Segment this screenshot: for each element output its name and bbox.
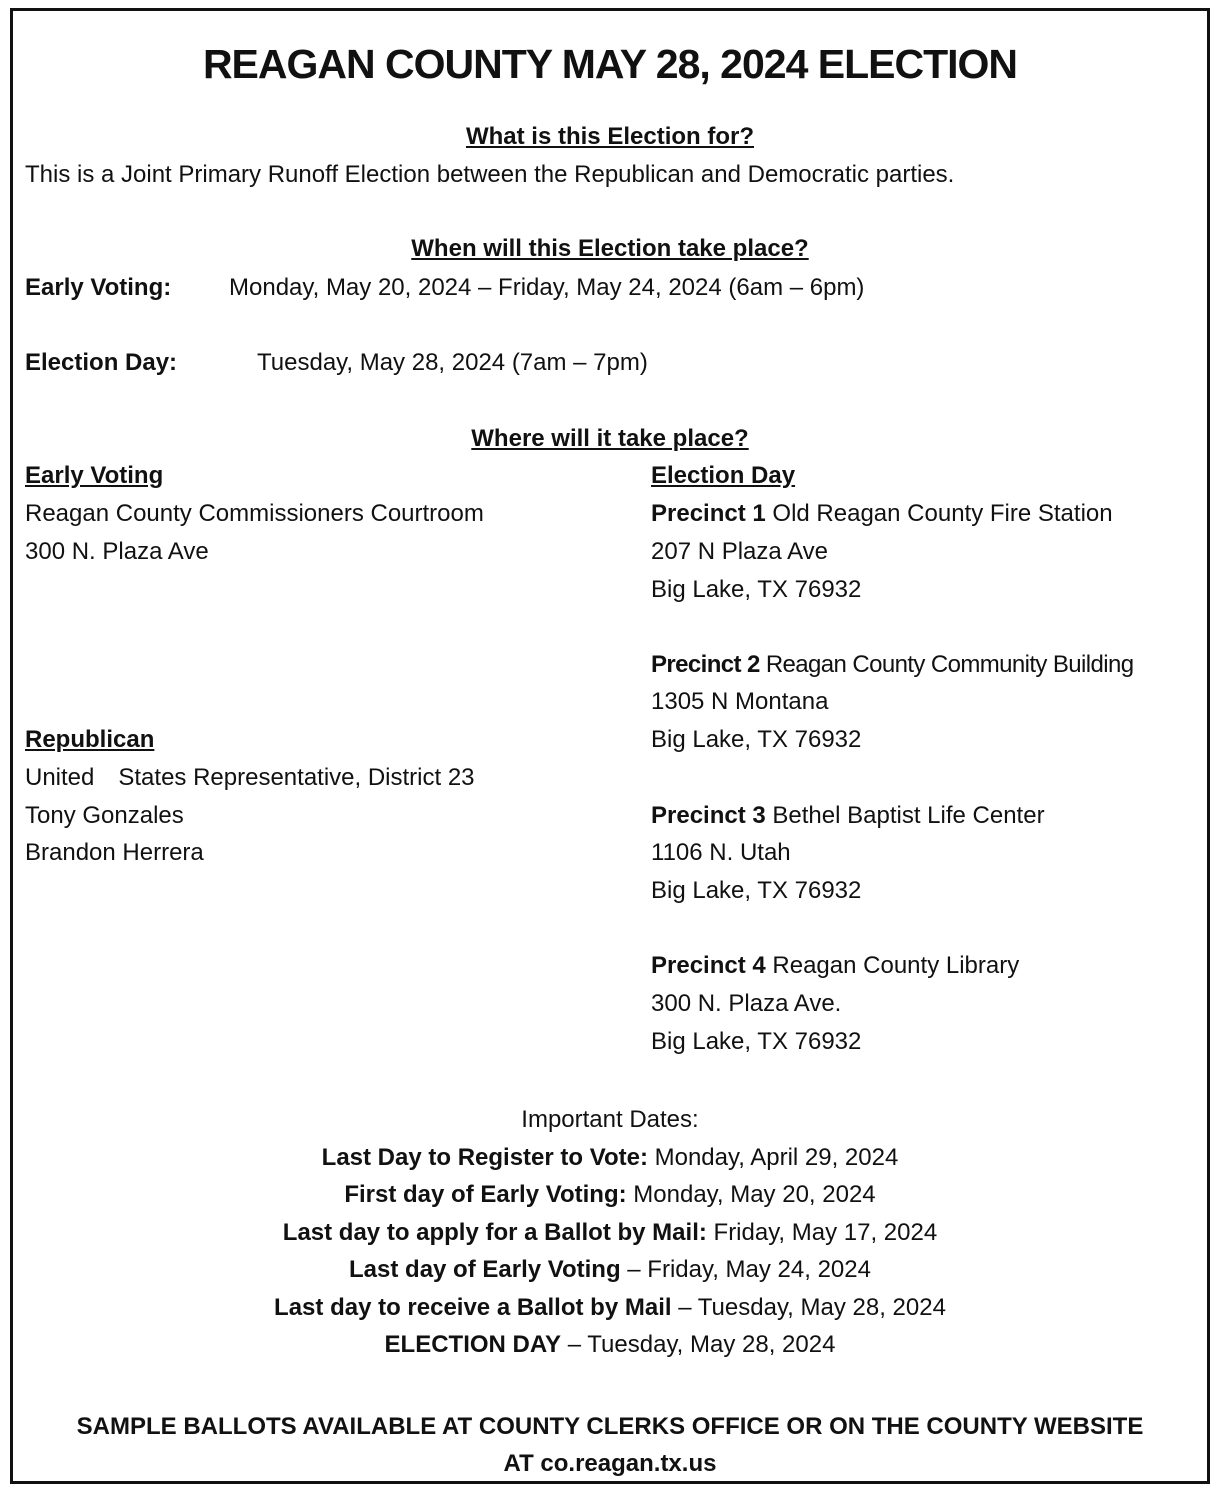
election-day-dates: Tuesday, May 28, 2024 (7am – 7pm) (257, 349, 648, 376)
candidate-name: Tony Gonzales (25, 802, 184, 829)
date-value: Monday, May 20, 2024 (626, 1181, 876, 1208)
date-item (13, 1214, 1207, 1252)
precinct-address: 1106 N. Utah (651, 839, 791, 866)
date-value: Monday, April 29, 2024 (647, 1143, 899, 1171)
date-item (13, 1176, 1207, 1214)
precinct-location: Reagan County Library (772, 952, 1020, 979)
where-heading: Where will it take place? (471, 425, 749, 452)
page-title: REAGAN COUNTY MAY 28, 2024 ELECTION (202, 41, 1018, 87)
early-voting-dates: Monday, May 20, 2024 – Friday, May 24, 2024 (6am – 6pm) (229, 274, 865, 301)
date-label: Last day to apply for a Ballot by Mail: (282, 1218, 707, 1246)
precinct-location: Bethel Baptist Life Center (772, 802, 1045, 829)
date-value: – Friday, May 24, 2024 (620, 1256, 871, 1283)
precinct-city: Big Lake, TX 76932 (651, 877, 862, 904)
date-label: ELECTION DAY (384, 1331, 562, 1358)
date-label: Last day to receive a Ballot by Mail (274, 1293, 672, 1321)
date-value: – Tuesday, May 28, 2024 (671, 1293, 946, 1321)
republican-heading: Republican (25, 726, 155, 753)
precinct-location: Reagan County Community Building (765, 651, 1134, 678)
notice-frame (10, 8, 1210, 1484)
precinct-label: Precinct 1 (651, 500, 766, 527)
precinct-location: Old Reagan County Fire Station (772, 500, 1113, 527)
date-item (13, 1139, 1207, 1177)
election-day-label: Election Day: (25, 349, 178, 376)
date-value: – Tuesday, May 28, 2024 (561, 1331, 836, 1358)
precinct-city: Big Lake, TX 76932 (651, 726, 862, 753)
county-website: AT co.reagan.tx.us (503, 1450, 717, 1477)
candidate-name: Brandon Herrera (25, 839, 204, 866)
important-dates (13, 1101, 1207, 1364)
date-item (13, 1251, 1207, 1289)
early-voting-location-name: Reagan County Commissioners Courtroom (25, 500, 484, 527)
precinct-address: 300 N. Plaza Ave. (651, 990, 842, 1017)
purpose-heading: What is this Election for? (465, 123, 754, 150)
footer (13, 1408, 1207, 1482)
early-voting-location-address: 300 N. Plaza Ave (25, 538, 209, 565)
important-dates-heading: Important Dates: (521, 1106, 699, 1133)
precinct-2-line (651, 651, 1133, 679)
precinct-city: Big Lake, TX 76932 (651, 576, 862, 603)
early-voting-location-heading: Early Voting (25, 462, 164, 489)
footer-line: SAMPLE BALLOTS AVAILABLE AT COUNTY CLERKS OFFICE OR ON THE COUNTY WEBSITE (76, 1413, 1144, 1440)
purpose-text: This is a Joint Primary Runoff Election between the Republican and Democratic parties. (25, 161, 955, 188)
election-day-location-heading: Election Day (651, 462, 796, 489)
date-label: Last day of Early Voting (349, 1256, 621, 1283)
precinct-1-line (651, 500, 1113, 528)
date-item (13, 1289, 1207, 1327)
precinct-label: Precinct 2 (651, 651, 760, 678)
precinct-4-line (651, 952, 1019, 980)
precinct-address: 1305 N Montana (651, 688, 829, 715)
date-label: First day of Early Voting: (344, 1181, 627, 1208)
date-value: Friday, May 17, 2024 (706, 1218, 938, 1246)
precinct-city: Big Lake, TX 76932 (651, 1028, 862, 1055)
precinct-3-line (651, 802, 1045, 830)
race-title: United States Representative, District 23 (25, 764, 475, 791)
early-voting-label: Early Voting: (25, 274, 172, 301)
precinct-label: Precinct 3 (651, 802, 766, 829)
when-heading: When will this Election take place? (411, 235, 809, 262)
date-label: Last Day to Register to Vote: (321, 1143, 648, 1171)
precinct-address: 207 N Plaza Ave (651, 538, 829, 565)
precinct-label: Precinct 4 (651, 952, 766, 979)
date-item (13, 1326, 1207, 1364)
